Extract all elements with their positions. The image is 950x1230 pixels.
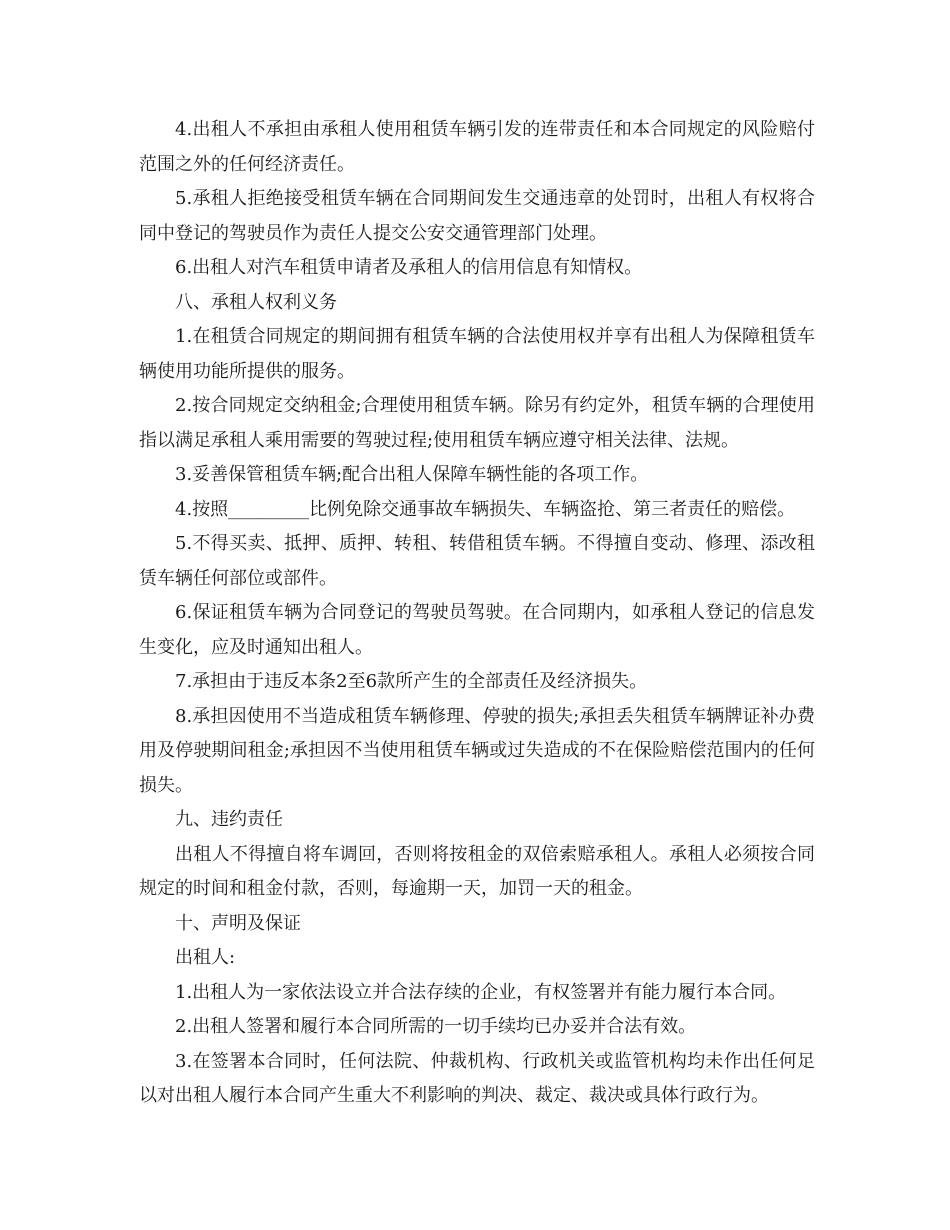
clause-10-1: 1.出租人为一家依法设立并合法存续的企业，有权签署并有能力履行本合同。 — [175, 981, 787, 1003]
lessor-label: 出租人: — [175, 947, 236, 968]
clause-8-3: 3.妥善保管租赁车辆;配合出租人保障车辆性能的各项工作。 — [175, 464, 649, 485]
clause-8-2: 2.按合同规定交纳租金;合理使用租赁车辆。除另有约定外，租赁车辆的合理使用指以满足承租人乘用需要的驾驶过程;使用租赁车辆应遵守相关法律、法规。 — [139, 395, 815, 451]
clause-9-body: 出租人不得擅自将车调回，否则将按租金的双倍索赔承租人。承租人必须按合同规定的时间和租金付款，否则，每逾期一天，加罚一天的租金。 — [139, 843, 815, 899]
document-body — [139, 113, 815, 1114]
clause-10-3: 3.在签署本合同时，任何法院、仲裁机构、行政机关或监管机构均未作出任何足以对出租人履行本合同产生重大不利影响的判决、裁定、裁决或具体行政行为。 — [139, 1050, 815, 1106]
clause-8-6: 6.保证租赁车辆为合同登记的驾驶员驾驶。在合同期内，如承租人登记的信息发生变化，应及时通知出租人。 — [139, 602, 815, 658]
clause-7-6: 6.出租人对汽车租赁申请者及承租人的信用信息有知情权。 — [175, 257, 643, 278]
section-heading-9: 九、违约责任 — [175, 809, 283, 830]
clause-7-5: 5.承租人拒绝接受租赁车辆在合同期间发生交通违章的处罚时，出租人有权将合同中登记的驾驶员作为责任人提交公安交通管理部门处理。 — [139, 188, 815, 244]
clause-10-2: 2.出租人签署和履行本合同所需的一切手续均已办妥并合法有效。 — [175, 1016, 697, 1037]
clause-8-4: 4.按照_________比例免除交通事故车辆损失、车辆盗抢、第三者责任的赔偿。 — [175, 498, 796, 520]
clause-8-7: 7.承担由于违反本条2至6款所产生的全部责任及经济损失。 — [175, 671, 648, 692]
clause-8-5: 5.不得买卖、抵押、质押、转租、转借租赁车辆。不得擅自变动、修理、添改租赁车辆任何部位或部件。 — [139, 533, 815, 589]
section-heading-8: 八、承租人权利义务 — [175, 291, 337, 313]
clause-7-4: 4.出租人不承担由承租人使用租赁车辆引发的连带责任和本合同规定的风险赔付范围之外的任何经济责任。 — [139, 119, 815, 175]
clause-8-1: 1.在租赁合同规定的期间拥有租赁车辆的合法使用权并享有出租人为保障租赁车辆使用功能所提供的服务。 — [139, 326, 815, 382]
section-heading-10: 十、声明及保证 — [175, 912, 301, 934]
clause-8-8: 8.承担因使用不当造成租赁车辆修理、停驶的损失;承担丢失租赁车辆牌证补办费用及停驶期间租金;承担因不当使用租赁车辆或过失造成的不在保险赔偿范围内的任何损失。 — [139, 705, 815, 796]
